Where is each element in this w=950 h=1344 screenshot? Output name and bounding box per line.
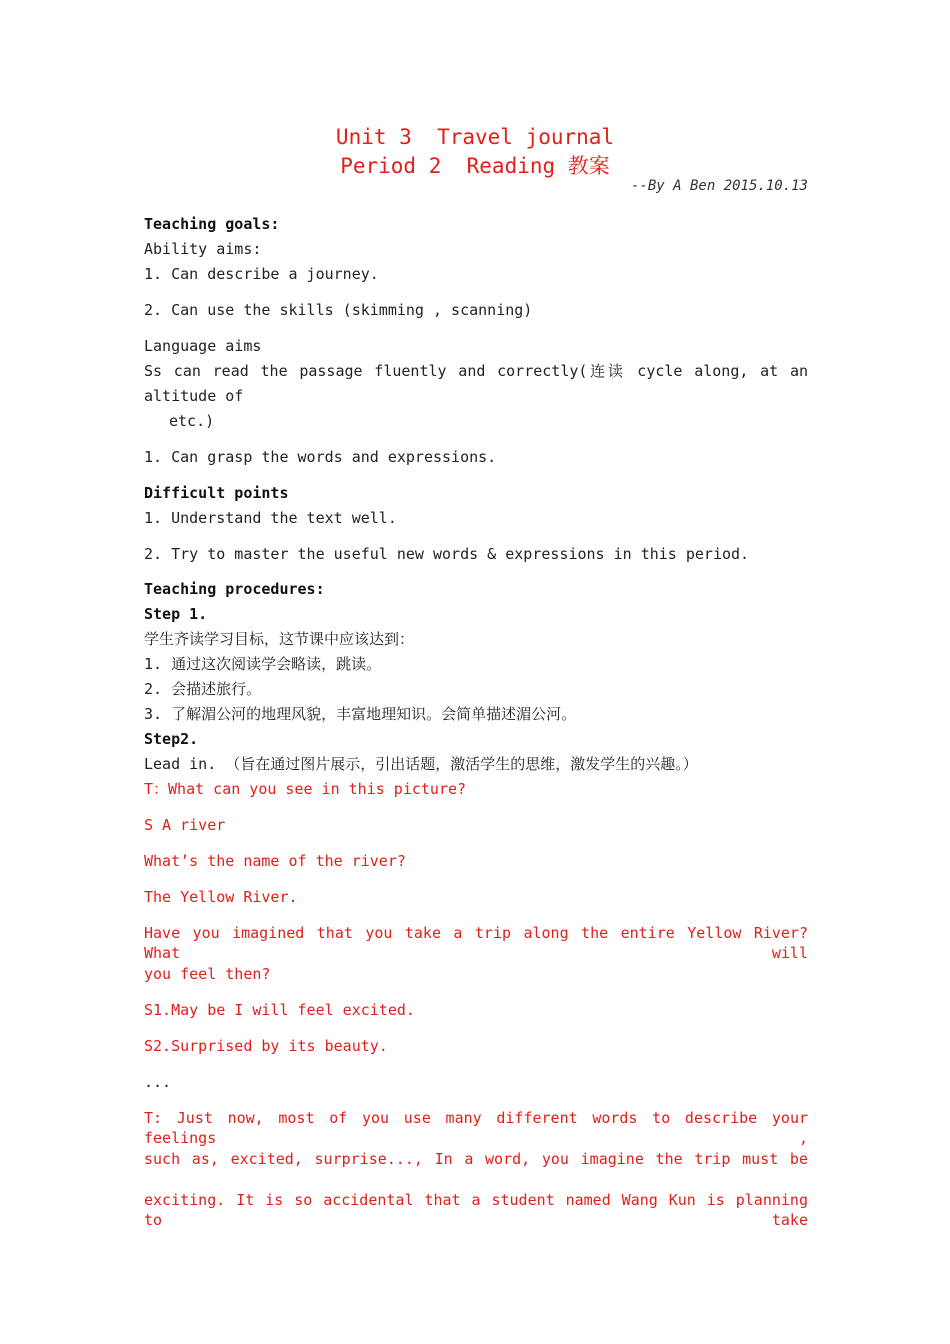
ability-aims-heading: Ability aims:	[144, 240, 262, 258]
dialogue-line-2: S A river	[144, 816, 226, 834]
difficult-point-2: 2. Try to master the useful new words & expressions in this period.	[144, 545, 750, 563]
closing-line-2: such as, excited, surprise..., In a word, you imagine the trip must be	[144, 1150, 808, 1168]
procedures-heading: Teaching procedures:	[144, 580, 325, 598]
language-aims-line-3: etc.)	[169, 412, 215, 430]
title-line-1: Unit 3 Travel journal	[335, 125, 615, 149]
language-aims-line-1: Ss can read the passage fluently and correctly(连读 cycle along, at an	[144, 362, 808, 380]
dialogue-line-3: What’s the name of the river?	[144, 852, 406, 870]
dialogue-line-6: you feel then?	[144, 965, 271, 983]
ability-item-1: 1. Can describe a journey.	[144, 265, 379, 283]
language-aims-heading: Language aims	[144, 337, 262, 355]
ellipsis: ...	[144, 1073, 172, 1091]
dialogue-line-4: The Yellow River.	[144, 888, 298, 906]
language-item-1: 1. Can grasp the words and expressions.	[144, 448, 497, 466]
closing-line-1: T: Just now, most of you use many different words to describe your feelings ,	[144, 1109, 808, 1147]
dialogue-line-8: S2.Surprised by its beauty.	[144, 1037, 388, 1055]
dialogue-line-5: Have you imagined that you take a trip along the entire Yellow River? What will	[144, 924, 808, 962]
difficult-points-heading: Difficult points	[144, 484, 289, 502]
step1-item-1: 1. 通过这次阅读学会略读，跳读。	[144, 655, 382, 673]
title-line-2: Period 2 Reading 教案	[340, 154, 610, 178]
language-aims-line-2: altitude of	[144, 387, 244, 405]
step2-intro: Lead in. （旨在通过图片展示，引出话题，激活学生的思维，激发学生的兴趣。）	[144, 755, 698, 773]
dialogue-line-1: T：What can you see in this picture?	[144, 780, 467, 798]
ability-item-2: 2. Can use the skills (skimming , scanning)	[144, 301, 533, 319]
closing-line-3: exciting. It is so accidental that a student named Wang Kun is planning to take	[144, 1191, 808, 1229]
step1-heading: Step 1.	[144, 605, 208, 623]
step1-item-3: 3. 了解湄公河的地理风貌，丰富地理知识。会简单描述湄公河。	[144, 705, 577, 723]
step2-heading: Step2.	[144, 730, 199, 748]
step1-intro: 学生齐读学习目标，这节课中应该达到：	[144, 630, 415, 648]
difficult-point-1: 1. Understand the text well.	[144, 509, 397, 527]
teaching-goals-heading: Teaching goals:	[144, 215, 280, 233]
dialogue-line-7: S1.May be I will feel excited.	[144, 1001, 415, 1019]
author-date: --By A Ben 2015.10.13	[630, 178, 808, 194]
step1-item-2: 2. 会描述旅行。	[144, 680, 262, 698]
